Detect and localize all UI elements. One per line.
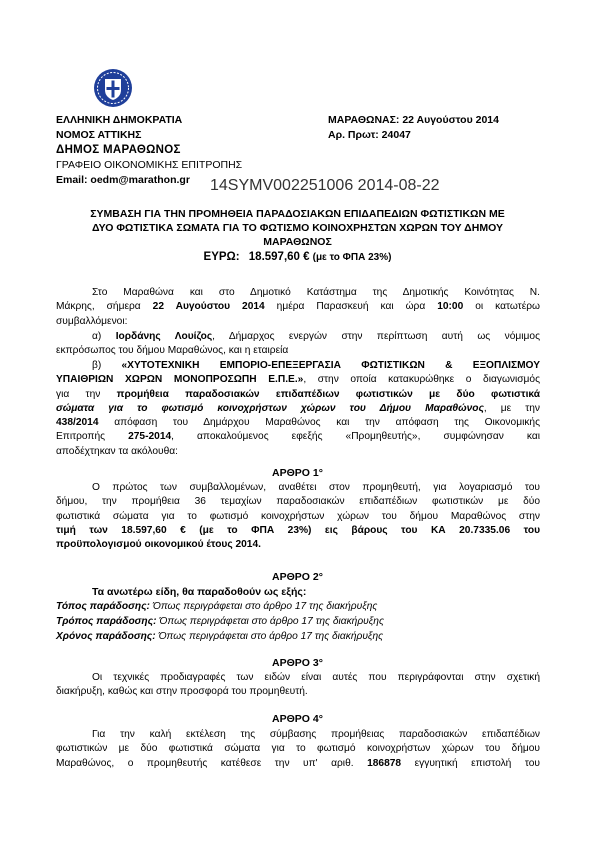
party-b-paragraph xyxy=(56,359,540,459)
party-a-paragraph xyxy=(56,330,540,359)
contract-amount xyxy=(0,250,595,265)
party-b-line: β) «ΧΥΤΟΤΕΧΝΙΚΗ ΕΜΠΟΡΙΟ-ΕΠΕΞΕΡΓΑΣΙΑ ΦΩΤΙΣΤΙΚΩΝ & ΕΞΟΠΛΙΣΜΟΥ xyxy=(92,360,540,371)
article-1-line: προϋπολογισμού οικονομικού έτους 2014. xyxy=(56,539,261,551)
party-b-line: Επιτροπής 275-2014, αποκαλούμενος εφεξής «Προμηθευτής», συμφώνησαν και xyxy=(56,431,540,443)
article-3-paragraph xyxy=(56,671,540,700)
header-date: ΜΑΡΑΘΩΝΑΣ: 22 Αυγούστου 2014 xyxy=(328,114,499,126)
article-3-line: διακήρυξη, καθώς και στην προσφορά του προμηθευτή. xyxy=(56,686,308,698)
greek-republic-emblem xyxy=(93,68,133,108)
article-1-line: τιμή των 18.597,60 € (με το ΦΠΑ 23%) εις βάρους του ΚΑ 20.7335.06 του xyxy=(56,524,540,536)
document-stamp: 14SYMV002251006 2014-08-22 xyxy=(210,177,440,194)
party-b-line: για την προμήθεια παραδοσιακών επιδαπέδιων φωτιστικών με δύο φωτιστικά xyxy=(56,388,540,400)
party-b-line: αποδέχτηκαν τα ακόλουθα: xyxy=(56,445,178,457)
header-office: ΓΡΑΦΕΙΟ ΟΙΚΟΝΟΜΙΚΗΣ ΕΠΙΤΡΟΠΗΣ xyxy=(56,159,243,171)
article-4-line: Για την καλή εκτέλεση της σύμβασης προμήθειας παραδοσιακών επιδαπέδιων xyxy=(92,729,540,740)
intro-line: Μάκρης, σήμερα 22 Αυγούστου 2014 ημέρα Παρασκευή και ώρα 10:00 οι κατωτέρω xyxy=(56,301,540,313)
article-1-line: φωτιστικά σώματα για το φωτισμό κοινοχρήστων χώρων του δήμου Μαραθώνος στην xyxy=(56,510,540,522)
delivery-method-row: Τρόπος παράδοσης: Όπως περιγράφεται στο άρθρο 17 της διακήρυξης xyxy=(56,615,384,627)
article-4-paragraph xyxy=(56,728,540,771)
article-4-line: Μαραθώνος, ο προμηθευτής κατέθεσε την υπ' αριθ. 186878 εγγυητική επιστολή του xyxy=(56,757,540,769)
header-email: Email: oedm@marathon.gr xyxy=(56,174,190,186)
delivery-terms xyxy=(56,600,384,644)
article-2-intro: Τα ανωτέρω είδη, θα παραδοθούν ως εξής: xyxy=(92,586,307,598)
header-protocol-number: Αρ. Πρωτ: 24047 xyxy=(328,129,411,141)
article-1-paragraph xyxy=(56,481,540,552)
party-a-line: α) Ιορδάνης Λουίζος, Δήμαρχος ενεργών στην περίπτωση αυτή ως νόμιμος xyxy=(92,331,540,342)
title-line-3: ΜΑΡΑΘΩΝΟΣ xyxy=(263,236,332,248)
article-4-line: φωτιστικών με δύο φωτιστικά σώματα για το φωτισμό κοινοχρήστων χώρων του δήμου xyxy=(56,743,540,755)
header-municipality: ΔΗΜΟΣ ΜΑΡΑΘΩΝΟΣ xyxy=(56,144,181,156)
title-line-1: ΣΥΜΒΑΣΗ ΓΙΑ ΤΗΝ ΠΡΟΜΗΘΕΙΑ ΠΑΡΑΔΟΣΙΑΚΩΝ ΕΠΙΔΑΠΕΔΙΩΝ ΦΩΤΙΣΤΙΚΩΝ ΜΕ xyxy=(90,208,505,220)
article-1-line: Ο πρώτος των συμβαλλομένων, αναθέτει στον προμηθευτή, για λογαριασμό του xyxy=(92,482,540,493)
intro-line: Στο Μαραθώνα και στο Δημοτικό Κατάστημα της Δημοτικής Κοινότητας Ν. xyxy=(92,287,540,298)
party-b-line: ΥΠΑΙΘΡΙΩΝ ΧΩΡΩΝ ΜΟΝΟΠΡΟΣΩΠΗ Ε.Π.Ε.», στην οποία κατακυρώθηκε ο διαγωνισμός xyxy=(56,374,540,386)
delivery-place-row: Τόπος παράδοσης: Όπως περιγράφεται στο άρθρο 17 της διακήρυξης xyxy=(56,601,378,612)
party-a-line: εκπρόσωπος του δήμου Μαραθώνος, και η εταιρεία xyxy=(56,345,289,357)
party-b-line: 438/2014 απόφαση του Δημάρχου Μαραθώνος και την απόφαση της Οικονομικής xyxy=(56,417,540,429)
article-1-heading: ΑΡΘΡΟ 1° xyxy=(272,467,323,479)
title-line-2: ΔΥΟ ΦΩΤΙΣΤΙΚΑ ΣΩΜΑΤΑ ΓΙΑ ΤΟ ΦΩΤΙΣΜΟ ΚΟΙΝΟΧΡΗΣΤΩΝ ΧΩΡΩΝ ΤΟΥ ΔΗΜΟΥ xyxy=(92,222,503,234)
intro-paragraph xyxy=(56,286,540,329)
article-3-line: Οι τεχνικές προδιαγραφές των ειδών είναι αυτές που περιγράφονται στην σχετική xyxy=(92,672,540,683)
article-2-heading: ΑΡΘΡΟ 2° xyxy=(272,571,323,583)
amount-label: ΕΥΡΩ: xyxy=(203,251,240,263)
header-country: ΕΛΛΗΝΙΚΗ ΔΗΜΟΚΡΑΤΙΑ xyxy=(56,114,183,126)
header-prefecture: ΝΟΜΟΣ ΑΤΤΙΚΗΣ xyxy=(56,129,142,141)
article-3-heading: ΑΡΘΡΟ 3° xyxy=(272,657,323,669)
party-b-line: σώματα για το φωτισμό κοινοχρήστων χώρων του Δήμου Μαραθώνος, με την xyxy=(56,402,540,414)
amount-value: 18.597,60 € xyxy=(248,251,310,263)
amount-note: (με το ΦΠΑ 23%) xyxy=(312,252,392,263)
article-1-line: δήμου, την προμήθεια 36 τεμαχίων παραδοσιακών επιδαπέδιων φωτιστικών με δύο xyxy=(56,496,540,508)
article-4-heading: ΑΡΘΡΟ 4° xyxy=(272,713,323,725)
intro-line: συμβαλλόμενοι: xyxy=(56,315,128,327)
delivery-time-row: Χρόνος παράδοσης: Όπως περιγράφεται στο άρθρο 17 της διακήρυξης xyxy=(56,630,384,642)
